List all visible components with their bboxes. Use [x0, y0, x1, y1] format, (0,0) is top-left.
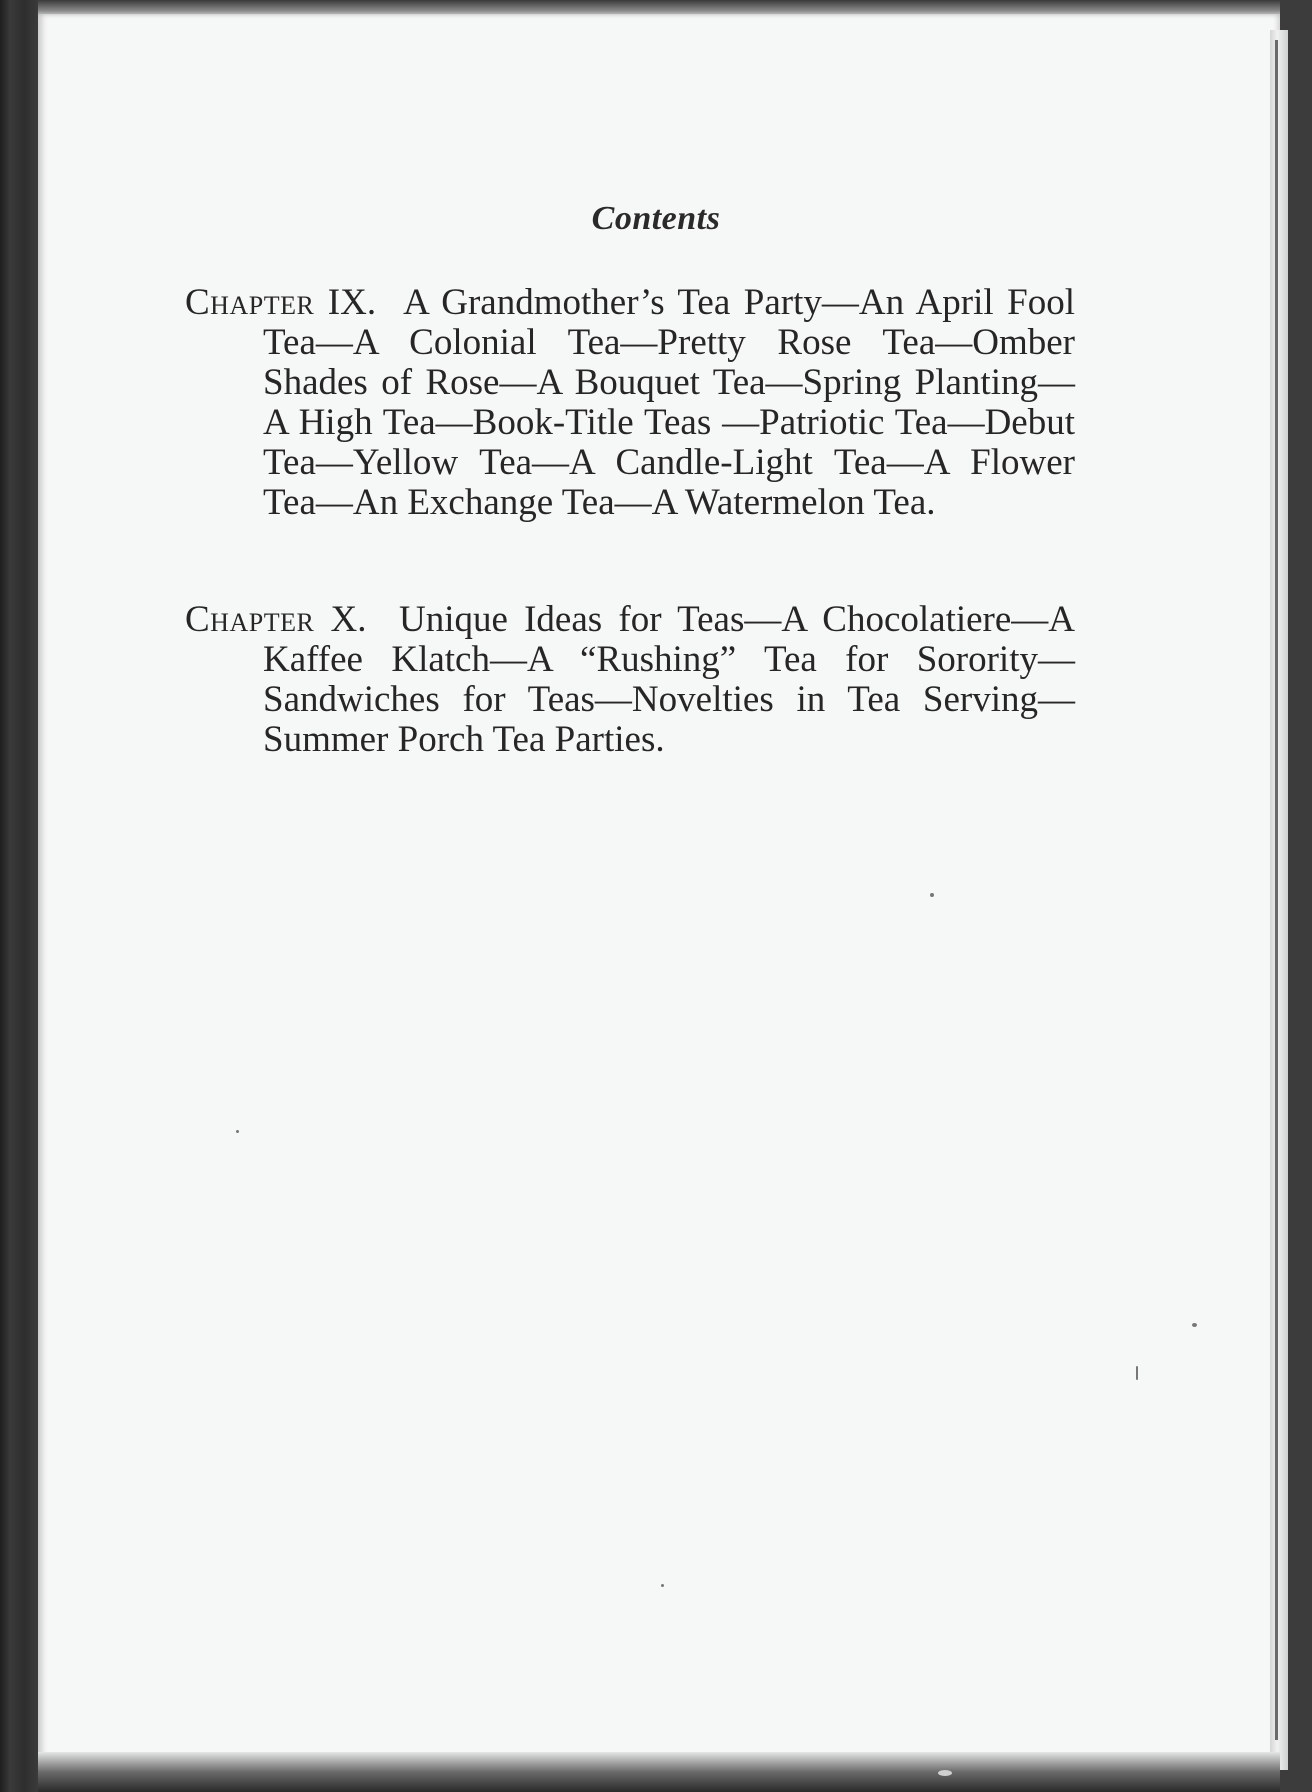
chapter-number: X.: [330, 599, 367, 640]
paper-speck: [938, 1770, 952, 1776]
chapter-label: Chapter: [185, 599, 315, 640]
chapter-label: Chapter: [185, 282, 315, 323]
page-fold-line: [1275, 40, 1278, 1740]
page-title: Contents: [591, 200, 721, 237]
toc-entry-chapter-9: [185, 283, 1075, 523]
book-page: [38, 14, 1280, 1770]
toc-entry-chapter-10: [185, 600, 1075, 760]
paper-speck: [661, 1584, 664, 1587]
chapter-number: IX.: [327, 282, 377, 323]
page-bottom-edge: [38, 1752, 1280, 1792]
chapter-description: Unique Ideas for Teas—A Chocolatiere—A Kaffee Klatch—A “Rushing” Tea for Sorority—Sandwiches for Teas—Novelties in Tea Serving—Summer Porch Tea Parties.: [263, 599, 1076, 760]
paper-speck: [1192, 1323, 1197, 1327]
page-right-edge: [1270, 30, 1288, 1770]
paper-speck: [930, 893, 934, 897]
paper-speck: [1136, 1366, 1138, 1380]
paper-speck: [236, 1130, 239, 1133]
chapter-description: A Grandmother’s Tea Party—An April Fool Tea—A Colonial Tea—Pretty Rose Tea—Omber Shades of Rose—A Bouquet Tea—Spring Planting—A High Tea—Book-Title Teas —Patriotic Tea—Debut Tea—Yellow Tea—A Candle-Light Tea—A Flower Tea—An Exchange Tea—A Watermelon Tea.: [263, 282, 1076, 523]
